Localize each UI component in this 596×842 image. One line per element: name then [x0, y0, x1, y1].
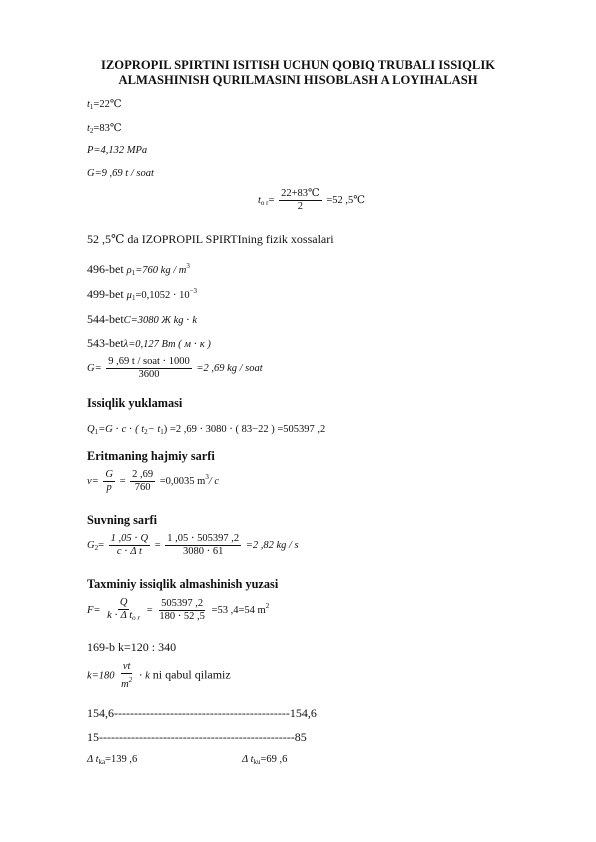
volume-flow-formula: [87, 469, 219, 494]
flow-conversion-formula: [87, 356, 263, 381]
volume-flow-equals: =: [119, 475, 126, 487]
mean-temp-equals: =: [268, 194, 275, 206]
t2-subscript: 2: [89, 127, 94, 135]
heat-capacity-value: C=3080 Ж kg ⋅ k: [123, 315, 198, 326]
t1-value: =22℃: [93, 99, 122, 110]
properties-heading: 52 ,5℃ da IZOPROPIL SPIRTIning fizik xossalari: [87, 232, 334, 246]
density-line: [87, 262, 190, 277]
k-selection-den-exponent: 2: [128, 676, 133, 684]
area-den-value: 180 ⋅ 52 ,5: [159, 611, 205, 622]
given-t2: [87, 122, 122, 135]
given-pressure: P=4,132 MPa: [87, 145, 148, 156]
density-page-ref: 496-bet: [87, 262, 124, 276]
mean-temp-subscript: o r: [260, 198, 269, 207]
area-equals: =: [146, 604, 153, 616]
delta-t-small: [242, 754, 287, 766]
area-exponent: 2: [265, 601, 270, 610]
viscosity-page-ref: 499-bet: [87, 287, 124, 301]
volume-flow-numeric-fraction: [130, 469, 155, 494]
given-flow-rate: G=9 ,69 t / soat: [87, 168, 154, 179]
volume-flow-result: =0,0035 m: [159, 475, 206, 487]
volume-flow-num-symbol: G: [105, 469, 113, 480]
viscosity-subscript: 1: [131, 294, 136, 302]
conductivity-value: λ=0,127 Bт ( м ⋅ к ): [123, 339, 211, 350]
mean-temperature-formula: [258, 188, 365, 213]
delta-t-small-symbol: Δ t: [242, 754, 254, 765]
water-flow-formula: [87, 533, 299, 558]
area-heading: Taxminiy issiqlik almashinish yuzasi: [87, 577, 279, 591]
area-result: =53 ,4=54 m: [211, 604, 266, 616]
delta-t-large-subscript: ka: [98, 758, 106, 766]
k-selection-den-text: m: [121, 679, 129, 690]
k-selection-tail: ⋅ k: [138, 670, 150, 682]
water-flow-num-value: 1 ,05 ⋅ 505397 ,2: [167, 533, 240, 544]
flow-conversion-result: =2 ,69 kg / soat: [196, 362, 263, 374]
water-flow-heading: Suvning sarfi: [87, 513, 158, 527]
density-value: =760 kg / m: [135, 265, 187, 276]
heat-capacity-page-ref: 544-bet: [87, 312, 124, 326]
k-selection-numerator: vt: [122, 661, 131, 672]
mean-temp-fraction: [279, 188, 322, 213]
delta-t-large: [87, 754, 137, 766]
conductivity-line: [87, 336, 211, 351]
area-symbolic-fraction: [105, 597, 142, 624]
heat-load-subscript: 1: [94, 428, 99, 436]
water-flow-symbol: G: [87, 539, 95, 551]
flow-conversion-lhs: G=: [87, 362, 102, 374]
mean-temp-numerator: 22+83℃: [281, 188, 320, 199]
k-range-line: 169-b k=120 : 340: [87, 640, 177, 654]
volume-flow-den-symbol: p: [106, 482, 112, 493]
area-num-value: 505397 ,2: [161, 598, 204, 609]
title-line-2: ALMASHINISH QURILMASINI HISOBLASH A LOYIHALASH: [118, 73, 478, 87]
heat-load-formula-start: =G ⋅ c ⋅ ( t: [98, 424, 145, 435]
water-flow-den-value: 3080 ⋅ 61: [183, 546, 224, 557]
mean-temp-symbol: t: [258, 194, 261, 206]
viscosity-line: [87, 287, 197, 302]
volume-flow-den-value: 760: [134, 482, 151, 493]
t1-symbol: t: [87, 99, 90, 110]
flow-conversion-numerator: 9 ,69 t / soat ⋅ 1000: [108, 356, 190, 367]
conductivity-page-ref: 543-bet: [87, 336, 124, 350]
area-numeric-fraction: [157, 598, 207, 623]
area-lhs: F=: [87, 604, 101, 616]
heat-load-minus: − t: [147, 424, 161, 435]
volume-flow-num-value: 2 ,69: [132, 469, 154, 480]
k-selection-denominator: [119, 674, 134, 691]
area-num-symbol: Q: [119, 597, 128, 608]
k-selection-formula: [87, 661, 231, 691]
t2-symbol: t: [87, 123, 90, 134]
heat-load-t2-subscript: 2: [144, 428, 148, 436]
heat-load-symbol: Q: [87, 424, 95, 435]
title-line-1: IZOPROPIL SPIRTINI ISITISH UCHUN QOBIQ TRUBALI ISSIQLIK: [100, 58, 496, 72]
k-selection-text: ni qabul qilamiz: [149, 667, 231, 682]
flow-conversion-denominator: 3600: [138, 369, 160, 380]
heat-capacity-line: [87, 312, 197, 327]
water-flow-result: =2 ,82 kg / s: [245, 539, 299, 551]
area-den-subscript: o r: [132, 614, 141, 622]
water-flow-numeric-fraction: [165, 533, 241, 558]
density-exponent: 3: [186, 262, 190, 270]
volume-flow-symbolic-fraction: [103, 469, 115, 494]
mean-temp-denominator: 2: [297, 201, 304, 212]
water-flow-symbolic-fraction: [109, 533, 150, 558]
water-flow-num-symbol: 1 ,05 ⋅ Q: [110, 533, 149, 544]
area-formula: [87, 597, 269, 624]
density-subscript: 1: [131, 269, 136, 277]
volume-flow-heading: Eritmaning hajmiy sarfi: [87, 449, 215, 463]
given-t1: [87, 98, 122, 111]
area-den-symbol: [105, 610, 142, 624]
water-flow-equals-2: =: [154, 539, 161, 551]
t1-subscript: 1: [89, 103, 94, 111]
viscosity-symbol: μ: [126, 290, 132, 301]
delta-t-large-value: =139 ,6: [105, 754, 138, 765]
heat-load-formula: [87, 423, 325, 436]
water-flow-subscript: 2: [94, 543, 99, 552]
flow-conversion-fraction: [106, 356, 191, 381]
water-flow-den-symbol: c ⋅ Δ t: [116, 546, 142, 557]
heat-load-heading: Issiqlik yuklamasi: [87, 396, 183, 410]
temperature-scheme-line-2: 15-------------------------------------------------85: [87, 730, 307, 744]
area-den-text: k ⋅ Δ t: [107, 610, 133, 621]
viscosity-value: =0,1052 ⋅ 10: [135, 290, 190, 301]
heat-load-result: ) =2 ,69 ⋅ 3080 ⋅ ( 83−22 ) =505397 ,2: [163, 424, 326, 435]
temperature-scheme-line-1: 154,6--------------------------------------------154,6: [87, 706, 317, 720]
volume-flow-unit: / c: [208, 475, 220, 487]
volume-flow-lhs: v=: [87, 475, 99, 487]
volume-flow-exponent: 3: [205, 472, 209, 481]
k-selection-fraction: [119, 661, 134, 691]
delta-t-small-value: =69 ,6: [260, 754, 288, 765]
mean-temp-result: =52 ,5℃: [326, 194, 366, 206]
viscosity-exponent: −3: [189, 287, 198, 295]
delta-t-large-symbol: Δ t: [87, 754, 99, 765]
t2-value: =83℃: [93, 123, 122, 134]
water-flow-equals-1: =: [98, 539, 105, 551]
delta-t-small-subscript: ku: [253, 758, 261, 766]
k-selection-lhs: k=180: [87, 670, 115, 682]
heat-load-t1-subscript: 1: [160, 428, 164, 436]
document-title: [40, 58, 556, 88]
density-symbol: ρ: [126, 265, 132, 276]
